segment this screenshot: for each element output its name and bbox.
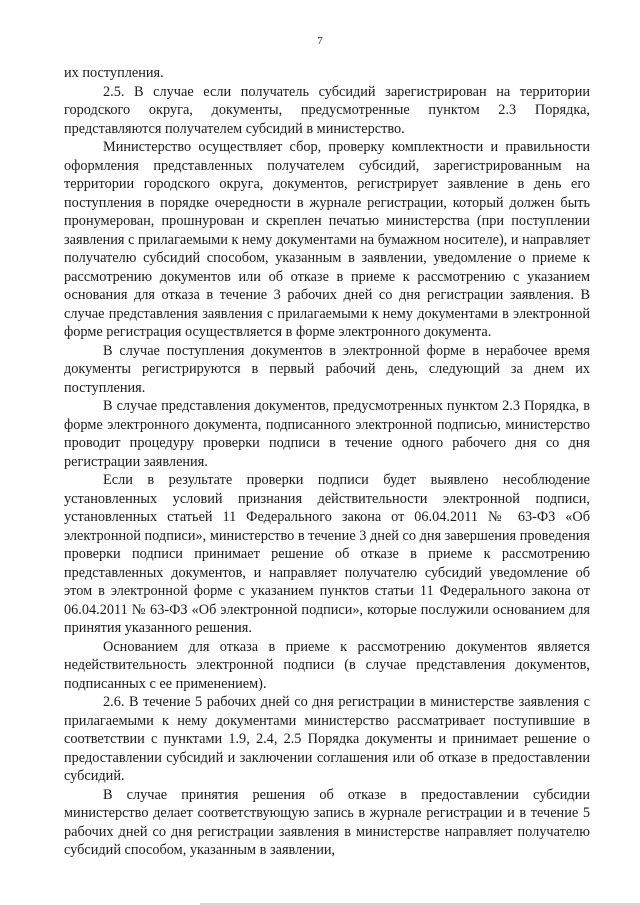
page-number: 7	[317, 35, 323, 47]
paragraph: В случае поступления документов в электронной форме в нерабочее время документы регистрируются в первый рабочий день, следующий за днем их поступления.	[64, 342, 590, 396]
paragraph: Если в результате проверки подписи будет выявлено несоблюдение установленных условий признания действительности электронной подписи, установленных статьей 11 Федерального закона от 06.04.2011 № 63-ФЗ «Об электронной подписи», министерство в течение 3 дней со дня завершения проведения проверки подписи принимает решение об отказе в приеме к рассмотрению представленных документов, и направляет получателю субсидий уведомление об этом в электронной форме с указанием пунктов статьи 11 Федерального закона от 06.04.2011 № 63-ФЗ «Об электронной подписи», которые послужили основанием для принятия указанного решения.	[64, 472, 590, 636]
paragraph: В случае представления документов, предусмотренных пунктом 2.3 Порядка, в форме электронного документа, подписанного электронной подписью, министерство проводит процедуру проверки подписи в течение одного рабочего дня со дня регистрации заявления.	[64, 398, 590, 470]
paragraph: 2.6. В течение 5 рабочих дней со дня регистрации в министерстве заявления с прилагаемыми к нему документами министерство рассматривает поступившие в соответствии с пунктами 1.9, 2.4, 2.5 Порядка документы и принимает решение о предоставлении субсидий и заключении соглашения или об отказе в предоставлении субсидий.	[64, 694, 590, 784]
paragraph: их поступления.	[64, 65, 164, 81]
paragraph: 2.5. В случае если получатель субсидий зарегистрирован на территории городского округа, документы, предусмотренные пунктом 2.3 Порядка, представляются получателем субсидий в министерство.	[64, 83, 590, 137]
paragraph: В случае принятия решения об отказе в предоставлении субсидии министерство делает соответствующую запись в журнале регистрации и в течение 5 рабочих дней со дня регистрации заявления в министерстве направляет получателю субсидий способом, указанным в заявлении,	[64, 786, 590, 858]
document-body	[64, 64, 590, 860]
paragraph: Основанием для отказа в приеме к рассмотрению документов является недействительность электронной подписи (в случае представления документов, подписанных с ее применением).	[64, 638, 590, 692]
paragraph: Министерство осуществляет сбор, проверку комплектности и правильности оформления представленных получателем субсидий, зарегистрированным на территории городского округа, документов, регистрирует заявление в день его поступления в порядке очередности в журнале регистрации, который должен быть пронумерован, прошнурован и скреплен печатью министерства (при поступлении заявления с прилагаемыми к нему документами на бумажном носителе), и направляет получателю субсидий способом, указанным в заявлении, уведомление о приеме к рассмотрению документов или об отказе в приеме к рассмотрению с указанием основания для отказа в течение 3 рабочих дней со дня регистрации заявления. В случае представления заявления с прилагаемыми к нему документами в электронной форме регистрация осуществляется в форме электронного документа.	[64, 139, 590, 340]
